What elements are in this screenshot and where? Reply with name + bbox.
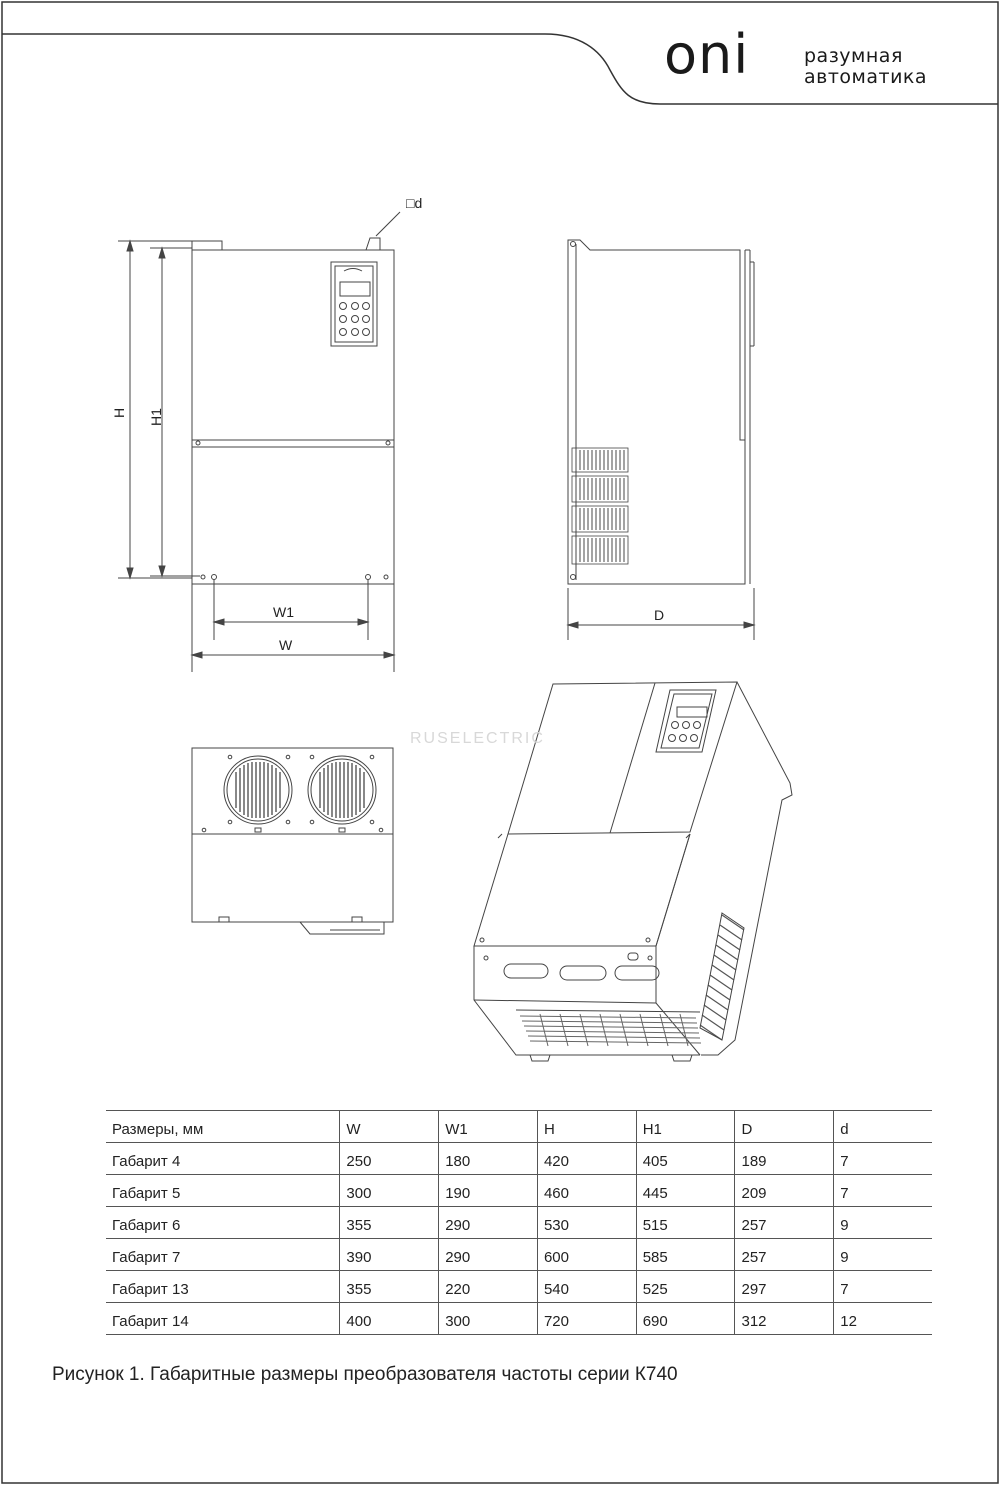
bottom-view-drawing [192, 748, 393, 934]
table-cell: 390 [340, 1239, 439, 1271]
dim-label-H1: H1 [148, 408, 164, 426]
table-cell: 585 [636, 1239, 735, 1271]
table-cell: 7 [834, 1143, 932, 1175]
table-cell: Габарит 6 [106, 1207, 340, 1239]
table-header-cell: H [537, 1111, 636, 1143]
table-cell: 9 [834, 1239, 932, 1271]
table-cell: 190 [439, 1175, 538, 1207]
table-cell: 420 [537, 1143, 636, 1175]
table-cell: 355 [340, 1207, 439, 1239]
table-row [106, 1271, 932, 1303]
table-row [106, 1143, 932, 1175]
dim-label-W1: W1 [273, 604, 294, 620]
table-cell: 7 [834, 1175, 932, 1207]
table-cell: 530 [537, 1207, 636, 1239]
table-cell: 12 [834, 1303, 932, 1335]
table-cell: 540 [537, 1271, 636, 1303]
table-cell: 297 [735, 1271, 834, 1303]
table-cell: Габарит 5 [106, 1175, 340, 1207]
table-header-cell: Размеры, мм [106, 1111, 340, 1143]
table-cell: 9 [834, 1207, 932, 1239]
front-view-drawing [118, 212, 400, 672]
table-cell: 180 [439, 1143, 538, 1175]
table-cell: 690 [636, 1303, 735, 1335]
table-header-cell: W1 [439, 1111, 538, 1143]
table-cell: 290 [439, 1239, 538, 1271]
table-cell: Габарит 14 [106, 1303, 340, 1335]
dimensions-table [106, 1110, 932, 1335]
dim-label-D: D [654, 607, 665, 623]
table-cell: 189 [735, 1143, 834, 1175]
table-cell: 445 [636, 1175, 735, 1207]
side-view-drawing [568, 240, 754, 640]
table-cell: 257 [735, 1239, 834, 1271]
table-cell: Габарит 13 [106, 1271, 340, 1303]
table-cell: 250 [340, 1143, 439, 1175]
table-header-cell: W [340, 1111, 439, 1143]
table-cell: 300 [439, 1303, 538, 1335]
table-header-cell: D [735, 1111, 834, 1143]
brand-tagline-line1: разумная [804, 45, 903, 67]
table-header-cell: H1 [636, 1111, 735, 1143]
table-cell: 515 [636, 1207, 735, 1239]
table-row [106, 1239, 932, 1271]
table-cell: Габарит 7 [106, 1239, 340, 1271]
watermark: RUSELECTRIC [410, 730, 545, 747]
table-row [106, 1175, 932, 1207]
brand-logo: oni [664, 23, 750, 86]
table-cell: 290 [439, 1207, 538, 1239]
table-header-row [106, 1111, 932, 1143]
table-cell: Габарит 4 [106, 1143, 340, 1175]
table-row [106, 1303, 932, 1335]
dim-label-W: W [279, 637, 293, 653]
table-cell: 600 [537, 1239, 636, 1271]
table-cell: 7 [834, 1271, 932, 1303]
table-cell: 405 [636, 1143, 735, 1175]
table-cell: 312 [735, 1303, 834, 1335]
table-cell: 257 [735, 1207, 834, 1239]
brand-tagline-line2: автоматика [804, 66, 928, 88]
table-row [106, 1207, 932, 1239]
table-cell: 400 [340, 1303, 439, 1335]
table-cell: 300 [340, 1175, 439, 1207]
dim-label-H: H [111, 407, 127, 418]
figure-caption: Рисунок 1. Габаритные размеры преобразователя частоты серии К740 [52, 1364, 678, 1385]
table-cell: 209 [735, 1175, 834, 1207]
table-cell: 525 [636, 1271, 735, 1303]
table-cell: 355 [340, 1271, 439, 1303]
table-header-cell: d [834, 1111, 932, 1143]
dim-label-d: □d [406, 195, 423, 211]
table-cell: 220 [439, 1271, 538, 1303]
table-cell: 460 [537, 1175, 636, 1207]
table-cell: 720 [537, 1303, 636, 1335]
